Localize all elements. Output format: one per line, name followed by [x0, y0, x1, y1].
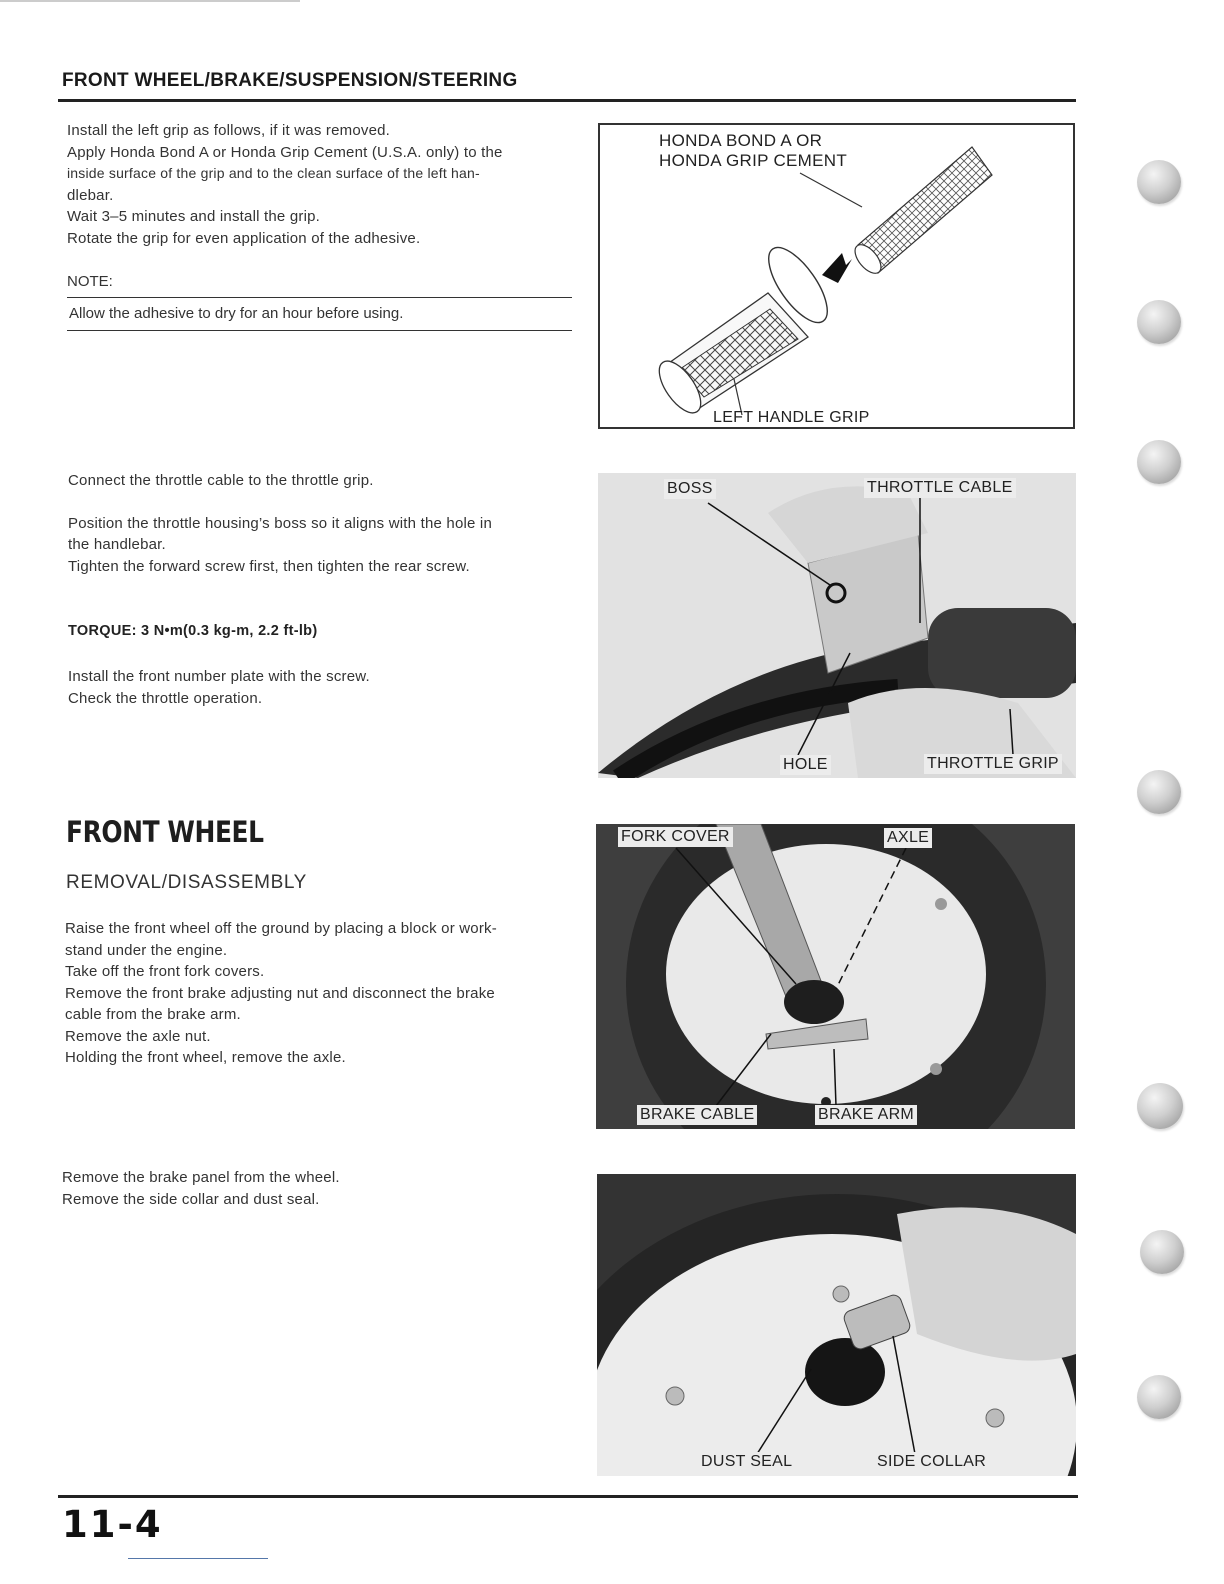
wheel-line-5: cable from the brake arm.: [65, 1006, 241, 1023]
label-hole: HOLE: [780, 755, 831, 775]
wheel-line-4: Remove the front brake adjusting nut and disconnect the brake: [65, 984, 495, 1002]
label-side-collar: SIDE COLLAR: [874, 1452, 989, 1472]
figure-wheel-photo: [596, 824, 1075, 1129]
label-brake-arm: BRAKE ARM: [815, 1105, 917, 1125]
wheel-line-2: stand under the engine.: [65, 941, 228, 959]
note-rule-top: [67, 297, 572, 298]
grip-line-2: Apply Honda Bond A or Honda Grip Cement (U.S.A. only) to the: [67, 143, 503, 161]
grip-line-1: Install the left grip as follows, if it was removed.: [67, 122, 391, 139]
throttle-line-4: Tighten the forward screw first, then tighten the rear screw.: [68, 557, 470, 575]
figure-collar-photo: [597, 1174, 1076, 1476]
figure-throttle-photo: [598, 473, 1076, 778]
bolt-a: [666, 1387, 684, 1405]
bolt-shape-2: [930, 1063, 942, 1075]
throttle-photo-svg: [598, 473, 1076, 778]
panel-line-1: Remove the brake panel from the wheel.: [62, 1169, 340, 1186]
hub-bore-shape: [805, 1338, 885, 1406]
page-number: 11-4: [62, 1503, 163, 1546]
subsection-title-removal: REMOVAL/DISASSEMBLY: [66, 872, 307, 893]
label-brake-cable: BRAKE CABLE: [637, 1105, 757, 1125]
number-plate-instructions: [68, 666, 588, 709]
wheel-line-1: Raise the front wheel off the ground by placing a block or work-: [65, 920, 497, 937]
throttle-instructions: [68, 470, 588, 577]
grip-line-6: Rotate the grip for even application of the adhesive.: [67, 229, 421, 247]
install-arrow-icon: [822, 253, 852, 283]
throttle-line-2: Position the throttle housing’s boss so it aligns with the hole in: [68, 514, 493, 532]
left-grip-drawing: [651, 239, 838, 420]
plate-line-1: Install the front number plate with the screw.: [68, 668, 370, 685]
label-axle: AXLE: [884, 828, 932, 848]
top-edge-mark: [0, 0, 300, 2]
brake-panel-instructions: [62, 1167, 582, 1210]
binder-tab-dot: [1137, 160, 1181, 204]
binder-tab-dot: [1137, 440, 1181, 484]
grip-line-3: inside surface of the grip and to the clean surface of the left han-: [67, 165, 480, 181]
wheel-line-6: Remove the axle nut.: [65, 1027, 211, 1045]
torque-spec: TORQUE: 3 N•m(0.3 kg-m, 2.2 ft-lb): [68, 623, 318, 639]
throttle-line-3: the handlebar.: [68, 536, 166, 553]
note-rule-bottom: [67, 330, 572, 331]
note-label: NOTE:: [67, 273, 113, 290]
bottom-edge-mark: [128, 1558, 268, 1559]
bolt-shape: [935, 898, 947, 910]
page-header-title: FRONT WHEEL/BRAKE/SUSPENSION/STEERING: [62, 70, 518, 91]
label-honda-bond-1: HONDA BOND A OR: [659, 131, 823, 150]
label-boss: BOSS: [664, 479, 716, 499]
label-throttle-grip: THROTTLE GRIP: [924, 754, 1062, 774]
label-left-handle-grip: LEFT HANDLE GRIP: [713, 409, 870, 426]
label-honda-bond-2: HONDA GRIP CEMENT: [659, 151, 848, 170]
axle-hub-shape: [784, 980, 844, 1024]
binder-tab-dot: [1137, 1083, 1183, 1129]
label-throttle-cable: THROTTLE CABLE: [864, 478, 1016, 498]
bolt-b: [833, 1286, 849, 1302]
throttle-grip-shape: [928, 608, 1076, 698]
front-wheel-instructions: [65, 918, 585, 1069]
wheel-line-3: Take off the front fork covers.: [65, 963, 265, 980]
header-rule: [58, 99, 1076, 102]
binder-tab-dot: [1137, 300, 1181, 344]
collar-photo-svg: [597, 1174, 1076, 1476]
figure-grip-illustration: [598, 123, 1075, 429]
leader-bond: [800, 173, 862, 207]
wheel-line-7: Holding the front wheel, remove the axle.: [65, 1049, 346, 1066]
section-title-front-wheel: FRONT WHEEL: [66, 815, 264, 849]
label-dust-seal: DUST SEAL: [698, 1452, 795, 1472]
wheel-photo-svg: [596, 824, 1075, 1129]
grip-line-4: dlebar.: [67, 186, 114, 204]
note-text: Allow the adhesive to dry for an hour before using.: [69, 305, 404, 322]
binder-tab-dot: [1137, 1375, 1181, 1419]
handlebar-tube: [850, 147, 992, 278]
plate-line-2: Check the throttle operation.: [68, 689, 263, 707]
panel-line-2: Remove the side collar and dust seal.: [62, 1190, 320, 1208]
bolt-c: [986, 1409, 1004, 1427]
binder-tab-dot: [1140, 1230, 1184, 1274]
label-fork-cover: FORK COVER: [618, 827, 733, 847]
footer-rule: [58, 1495, 1078, 1498]
throttle-line-1: Connect the throttle cable to the throttle grip.: [68, 472, 374, 489]
grip-line-5: Wait 3–5 minutes and install the grip.: [67, 208, 321, 225]
binder-tab-dot: [1137, 770, 1181, 814]
grip-instructions: [67, 120, 582, 249]
